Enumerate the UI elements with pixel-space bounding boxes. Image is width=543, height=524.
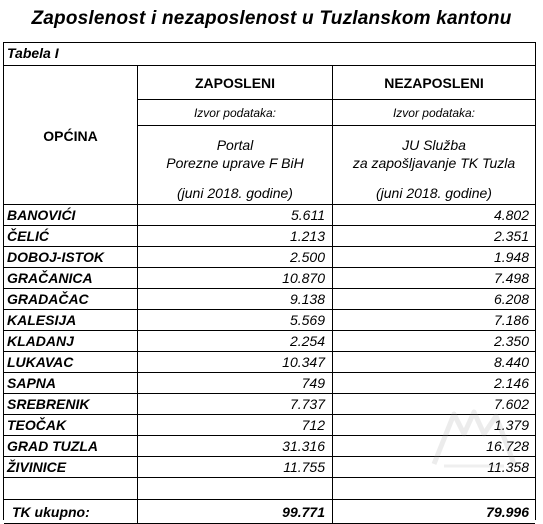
row-zaposleni: 5.569	[138, 310, 333, 330]
table-row	[4, 226, 535, 247]
table-row	[4, 394, 535, 415]
row-nezaposleni: 16.728	[486, 438, 529, 454]
row-nezaposleni: 1.948	[493, 249, 529, 265]
table-label: Tabela I	[7, 45, 59, 61]
row-zaposleni: 10.347	[138, 352, 333, 372]
source-line: JU Služba	[402, 136, 466, 153]
row-opcina: ČELIĆ	[4, 226, 138, 246]
row-zaposleni: 31.316	[138, 436, 333, 456]
table-row-empty	[4, 478, 535, 500]
table-row	[4, 457, 535, 478]
row-opcina: KLADANJ	[4, 331, 138, 351]
table-row	[4, 352, 535, 373]
row-opcina: LUKAVAC	[4, 352, 138, 372]
row-zaposleni: 712	[138, 415, 333, 435]
header-zaposleni-title: ZAPOSLENI	[138, 66, 332, 100]
header-zaposleni	[138, 66, 333, 205]
header-nezaposleni-izvor: Izvor podataka:	[333, 100, 535, 126]
row-zaposleni: 749	[138, 373, 333, 393]
row-zaposleni: 10.870	[138, 268, 333, 288]
row-opcina: ŽIVINICE	[4, 457, 138, 477]
row-nezaposleni: 2.351	[493, 228, 529, 244]
row-opcina: TEOČAK	[4, 415, 138, 435]
table-row	[4, 331, 535, 352]
table-header	[4, 65, 535, 204]
row-opcina: GRAČANICA	[4, 268, 138, 288]
table-sheet	[3, 42, 536, 520]
total-zaposleni: 99.771	[138, 500, 333, 524]
table-body	[4, 204, 535, 524]
row-opcina: BANOVIĆI	[4, 205, 138, 225]
row-zaposleni: 5.611	[138, 205, 333, 225]
row-nezaposleni: 11.358	[487, 459, 529, 475]
table-row	[4, 205, 535, 226]
source-line: Porezne uprave F BiH	[166, 154, 304, 171]
row-nezaposleni: 2.350	[493, 333, 529, 349]
header-nezaposleni	[333, 66, 535, 205]
header-nezaposleni-date: (juni 2018. godine)	[376, 184, 492, 201]
row-opcina: SREBRENIK	[4, 394, 138, 414]
row-nezaposleni: 7.602	[493, 396, 529, 412]
document-title: Zaposlenost i nezaposlenost u Tuzlanskom kantonu	[31, 8, 512, 29]
row-opcina: DOBOJ-ISTOK	[4, 247, 138, 267]
table-row	[4, 436, 535, 457]
table-row	[4, 268, 535, 289]
table-row	[4, 373, 535, 394]
table-row	[4, 310, 535, 331]
source-line: Portal	[216, 136, 254, 153]
row-opcina: GRAD TUZLA	[4, 436, 138, 456]
header-opcina: OPĆINA	[4, 66, 138, 205]
row-opcina-empty	[4, 478, 138, 499]
row-zaposleni: 2.500	[138, 247, 333, 267]
row-zaposleni: 7.737	[138, 394, 333, 414]
table-row	[4, 415, 535, 436]
row-nezaposleni: 8.440	[493, 354, 529, 370]
header-zaposleni-source	[138, 126, 332, 181]
row-nezaposleni: 2.146	[493, 375, 529, 391]
row-opcina: GRADAČAC	[4, 289, 138, 309]
row-zaposleni: 11.755	[138, 457, 333, 477]
row-zaposleni: 2.254	[138, 331, 333, 351]
row-nezaposleni-empty	[333, 478, 535, 498]
row-nezaposleni: 4.802	[493, 207, 529, 223]
table-row	[4, 289, 535, 310]
header-nezaposleni-title: NEZAPOSLENI	[333, 66, 535, 100]
header-nezaposleni-source	[333, 126, 535, 181]
row-nezaposleni: 1.379	[493, 417, 529, 433]
total-label: TK ukupno:	[4, 500, 138, 524]
table-row	[4, 247, 535, 268]
row-zaposleni-empty	[138, 478, 333, 499]
row-nezaposleni: 7.498	[493, 270, 529, 286]
row-zaposleni: 1.213	[138, 226, 333, 246]
row-opcina: KALESIJA	[4, 310, 138, 330]
table-row-total	[4, 500, 535, 524]
row-zaposleni: 9.138	[138, 289, 333, 309]
header-zaposleni-izvor: Izvor podataka:	[138, 100, 332, 126]
source-line: za zapošljavanje TK Tuzla	[352, 154, 516, 171]
row-opcina: SAPNA	[4, 373, 138, 393]
header-zaposleni-date: (juni 2018. godine)	[177, 184, 293, 201]
row-nezaposleni: 6.208	[493, 291, 529, 307]
total-nezaposleni: 79.996	[486, 504, 529, 520]
row-nezaposleni: 7.186	[493, 312, 529, 328]
